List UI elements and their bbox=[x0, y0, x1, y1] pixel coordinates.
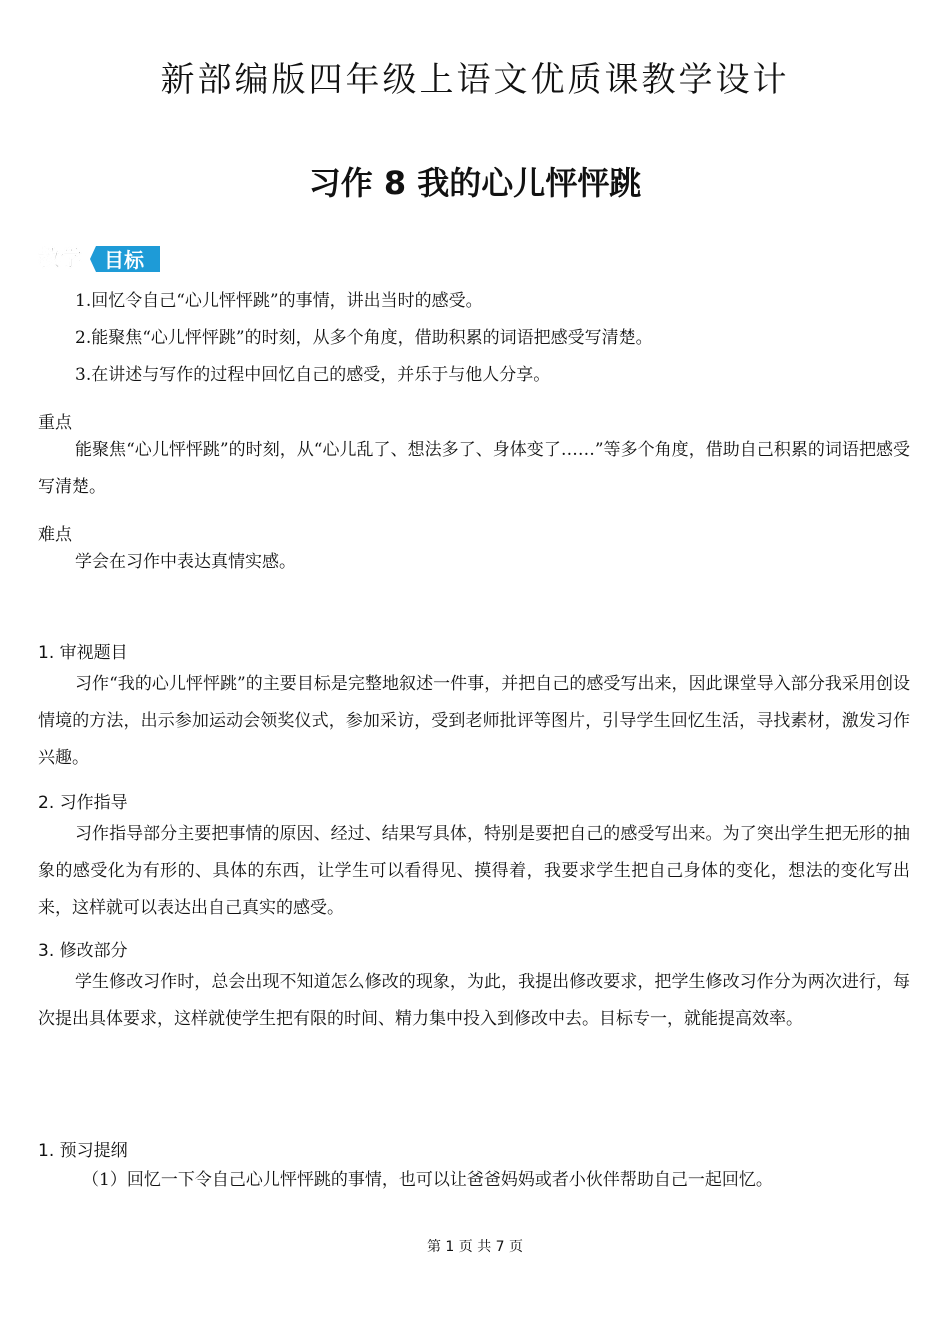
section-heading: 3. 修改部分 bbox=[38, 941, 128, 961]
section-text: 学生修改习作时，总会出现不知道怎么修改的现象，为此，我提出修改要求，把学生修改习作分为两次进行，每次提出具体要求，这样就使学生把有限的时间、精力集中投入到修改中去。目标专一，就能提高效率。 bbox=[38, 972, 910, 1029]
teaching-objectives-badge bbox=[36, 238, 164, 276]
badge-right-text: 目标 bbox=[104, 248, 144, 272]
section-heading: 2. 习作指导 bbox=[38, 793, 128, 813]
page-footer: 第 1 页 共 7 页 bbox=[426, 1239, 524, 1255]
key-point-heading: 重点 bbox=[38, 413, 72, 433]
preview-heading: 1. 预习提纲 bbox=[38, 1141, 128, 1161]
difficulty-text: 学会在习作中表达真情实感。 bbox=[75, 552, 296, 572]
objective-item: 1.回忆令自己“心儿怦怦跳”的事情，讲出当时的感受。 bbox=[75, 291, 483, 311]
section-text: 习作指导部分主要把事情的原因、经过、结果写具体，特别是要把自己的感受写出来。为了突出学生把无形的抽象的感受化为有形的、具体的东西，让学生可以看得见、摸得着，我要求学生把自己身体的变化，想法的变化写出来，这样就可以表达出自己真实的感受。 bbox=[38, 824, 910, 918]
badge-left-text: 教学 bbox=[38, 247, 83, 272]
difficulty-heading: 难点 bbox=[38, 525, 72, 545]
objective-item: 3.在讲述与写作的过程中回忆自己的感受，并乐于与他人分享。 bbox=[75, 365, 551, 385]
key-point-text: 能聚焦“心儿怦怦跳”的时刻，从“心儿乱了、想法多了、身体变了……”等多个角度，借助自己积累的词语把感受写清楚。 bbox=[38, 440, 910, 497]
section-text: 习作“我的心儿怦怦跳”的主要目标是完整地叙述一件事，并把自己的感受写出来，因此课堂导入部分我采用创设情境的方法，出示参加运动会领奖仪式，参加采访，受到老师批评等图片，引导学生回忆生活，寻找素材，激发习作兴趣。 bbox=[38, 674, 910, 768]
section-heading: 1. 审视题目 bbox=[38, 643, 128, 663]
objective-item: 2.能聚焦“心儿怦怦跳”的时刻，从多个角度，借助积累的词语把感受写清楚。 bbox=[75, 328, 653, 348]
lesson-title: 习作 8 我的心儿怦怦跳 bbox=[308, 164, 642, 202]
document-title: 新部编版四年级上语文优质课教学设计 bbox=[160, 60, 790, 100]
preview-item: （1）回忆一下令自己心儿怦怦跳的事情，也可以让爸爸妈妈或者小伙伴帮助自己一起回忆。 bbox=[82, 1170, 773, 1190]
